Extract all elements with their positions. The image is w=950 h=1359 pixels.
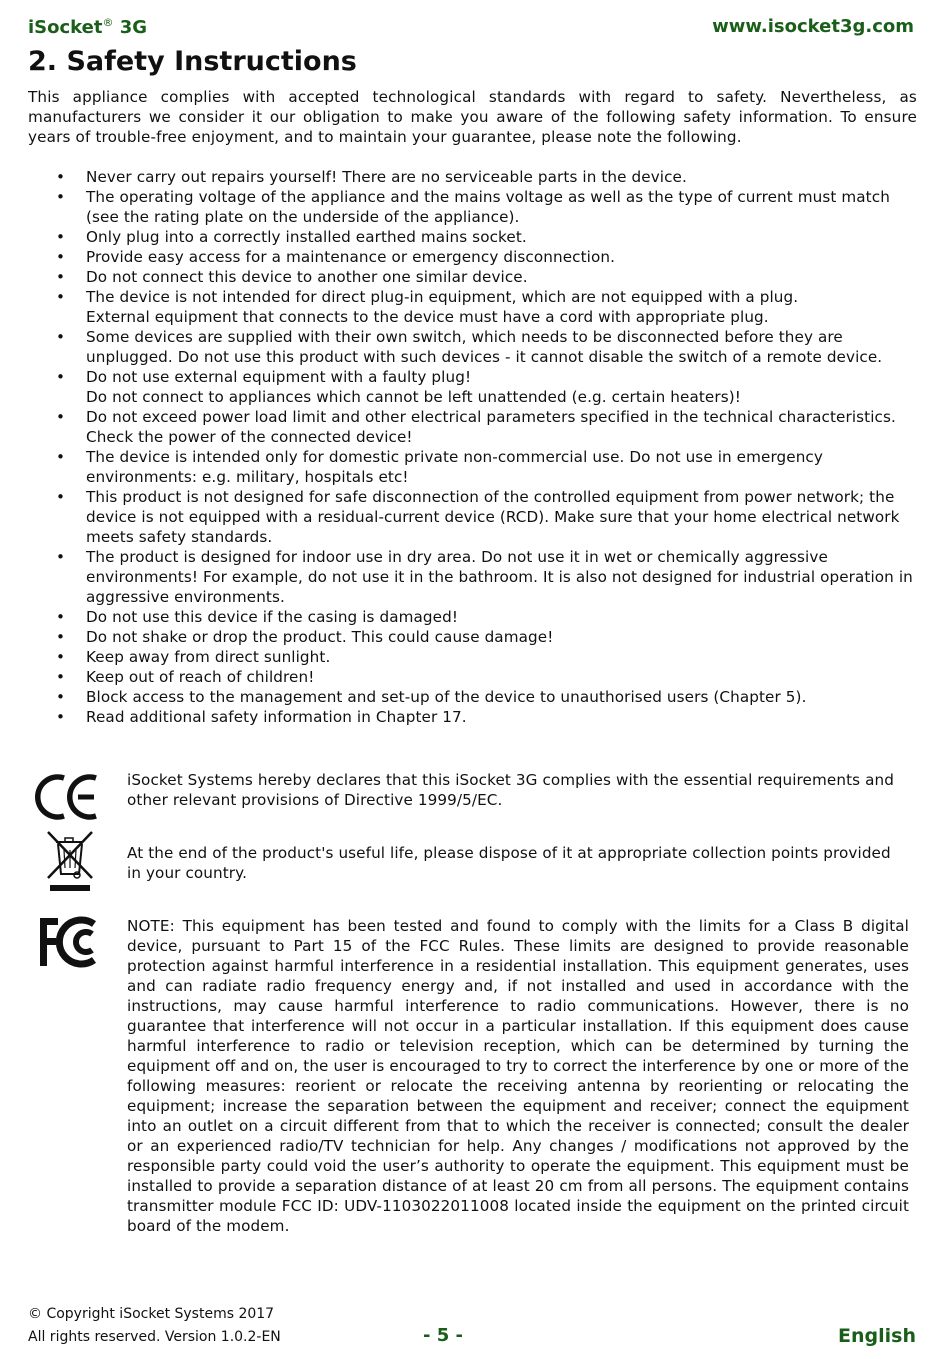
- safety-bullet-item: [28, 227, 913, 247]
- bullet-dot: •: [56, 688, 66, 706]
- copyright-notice: © Copyright iSocket Systems 2017: [28, 1306, 275, 1322]
- bullet-text: Some devices are supplied with their own switch, which needs to be disconnected before they are unplugged. Do not use this product with such devices - it cannot disable the switch of a remote device.: [86, 328, 883, 366]
- safety-bullet-item: [28, 327, 913, 367]
- safety-bullet-item: [28, 547, 913, 607]
- bullet-dot: •: [56, 628, 66, 646]
- safety-bullet-item: [28, 367, 913, 407]
- bullet-text: Do not exceed power load limit and other electrical parameters specified in the technical characteristics. Check the power of the connected device!: [86, 408, 896, 446]
- bullet-text: Only plug into a correctly installed earthed mains socket.: [86, 228, 527, 246]
- safety-bullet-item: [28, 607, 913, 627]
- bullet-text: The device is intended only for domestic private non-commercial use. Do not use in emergency environments: e.g. military, hospitals etc!: [86, 448, 823, 486]
- bullet-text: Do not connect this device to another one similar device.: [86, 268, 528, 286]
- bullet-dot: •: [56, 708, 66, 726]
- safety-bullet-item: [28, 447, 913, 487]
- bullet-text: Keep out of reach of children!: [86, 668, 315, 686]
- weee-crossed-bin-icon: [44, 828, 96, 894]
- bullet-text: Do not connect to appliances which cannot be left unattended (e.g. certain heaters)!: [86, 388, 741, 406]
- safety-bullet-item: [28, 167, 913, 187]
- bullet-dot: •: [56, 168, 66, 186]
- safety-bullet-item: [28, 187, 913, 227]
- page-title: 2. Safety Instructions: [28, 46, 357, 77]
- bullet-text: Do not shake or drop the product. This could cause damage!: [86, 628, 554, 646]
- bullet-text: Keep away from direct sunlight.: [86, 648, 331, 666]
- website-url: www.isocket3g.com: [712, 16, 914, 37]
- bullet-text: Never carry out repairs yourself! There are no serviceable parts in the device.: [86, 168, 687, 186]
- bullet-dot: •: [56, 248, 66, 266]
- safety-bullet-item: [28, 247, 913, 267]
- intro-paragraph: This appliance complies with accepted technological standards with regard to safety. Nevertheless, as manufacturers we consider it our obligation to make you aware of the following safety information. To ensure years of trouble-free enjoyment, and to maintain your guarantee, please note the following.: [28, 88, 917, 146]
- rights-version: All rights reserved. Version 1.0.2-EN: [28, 1329, 281, 1345]
- bullet-text: Block access to the management and set-up of the device to unauthorised users (Chapter 5).: [86, 688, 807, 706]
- ce-declaration-text: iSocket Systems hereby declares that this iSocket 3G complies with the essential requirements and other relevant provisions of Directive 1999/5/EC.: [127, 771, 894, 809]
- bullet-text: Do not use external equipment with a faulty plug!: [86, 368, 472, 386]
- bullet-text: External equipment that connects to the device must have a cord with appropriate plug.: [86, 308, 769, 326]
- bullet-text: The product is designed for indoor use in dry area. Do not use it in wet or chemically aggressive environments! For example, do not use it in the bathroom. It is also not designed for industrial operation in aggressive environments.: [86, 548, 913, 606]
- page-number: - 5 -: [423, 1325, 463, 1346]
- safety-bullet-item: [28, 627, 913, 647]
- bullet-text: The device is not intended for direct plug-in equipment, which are not equipped with a plug.: [86, 288, 799, 306]
- bullet-dot: •: [56, 448, 66, 466]
- bullet-dot: •: [56, 288, 66, 306]
- bullet-dot: •: [56, 668, 66, 686]
- bullet-text: Read additional safety information in Chapter 17.: [86, 708, 467, 726]
- page-header: [28, 16, 914, 40]
- safety-bullet-item: [28, 667, 913, 687]
- language-label: English: [838, 1325, 916, 1347]
- fcc-logo-icon: [36, 914, 108, 970]
- bullet-text: This product is not designed for safe disconnection of the controlled equipment from power network; the device is not equipped with a residual-current device (RCD). Make sure that your home electrical network meets safety standards.: [86, 488, 900, 546]
- bullet-dot: •: [56, 188, 66, 206]
- bullet-dot: •: [56, 408, 66, 426]
- safety-bullet-item: [28, 647, 913, 667]
- safety-bullet-list: [28, 167, 913, 727]
- bullet-text: Do not use this device if the casing is damaged!: [86, 608, 459, 626]
- bullet-dot: •: [56, 548, 66, 566]
- safety-bullet-item: [28, 287, 913, 327]
- safety-bullet-item: [28, 267, 913, 287]
- bullet-dot: •: [56, 268, 66, 286]
- safety-bullet-item: [28, 687, 913, 707]
- bullet-dot: •: [56, 368, 66, 386]
- bullet-dot: •: [56, 648, 66, 666]
- fcc-notice-text: NOTE: This equipment has been tested and found to comply with the limits for a Class B digital device, pursuant to Part 15 of the FCC Rules. These limits are designed to provide reasonable protection against harmful interference in a residential installation. This equipment generates, uses and can radiate radio frequency energy and, if not installed and used in accordance with the instructions, may cause harmful interference to radio communications. However, there is no guarantee that interference will not occur in a particular installation. If this equipment does cause harmful interference to radio or television reception, which can be determined by turning the equipment off and on, the user is encouraged to try to correct the interference by one or more of the following measures: reorient or relocate the receiving antenna by reorienting or relocating the equipment; increase the separation between the equipment and receiver; connect the equipment into an outlet on a circuit different from that to which the receiver is connected; consult the dealer or an experienced radio/TV technician for help. Any changes / modifications not approved by the responsible party could void the user’s authority to operate the equipment. This equipment must be installed to provide a separation distance of at least 20 cm from all persons. The equipment contains transmitter module FCC ID: UDV-1103022011008 located inside the equipment on the printed circuit board of the modem.: [127, 917, 909, 1235]
- brand-name: iSocket® 3G: [28, 16, 148, 38]
- safety-bullet-item: [28, 707, 913, 727]
- weee-disposal-text: At the end of the product's useful life, please dispose of it at appropriate collection points provided in your country.: [127, 844, 891, 882]
- bullet-dot: •: [56, 328, 66, 346]
- safety-bullet-item: [28, 487, 913, 547]
- bullet-dot: •: [56, 608, 66, 626]
- ce-mark-icon: [34, 772, 102, 822]
- bullet-text: The operating voltage of the appliance and the mains voltage as well as the type of current must match (see the rating plate on the underside of the appliance).: [86, 188, 890, 226]
- bullet-text: Provide easy access for a maintenance or emergency disconnection.: [86, 248, 616, 266]
- bullet-dot: •: [56, 228, 66, 246]
- safety-bullet-item: [28, 407, 913, 447]
- bullet-dot: •: [56, 488, 66, 506]
